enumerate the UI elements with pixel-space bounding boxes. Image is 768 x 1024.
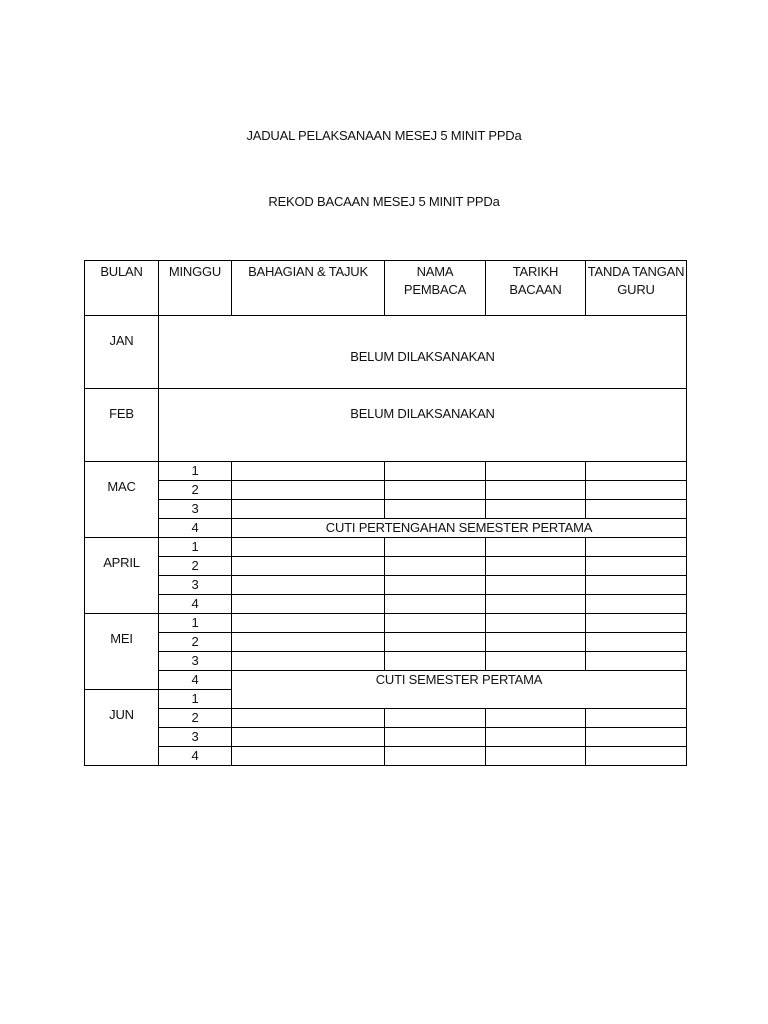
- week-number: 4: [159, 519, 232, 538]
- tarikh-bacaan-cell[interactable]: [486, 652, 586, 671]
- table-row: [85, 462, 687, 481]
- table-row: [85, 709, 687, 728]
- tarikh-bacaan-cell[interactable]: [486, 481, 586, 500]
- nama-pembaca-cell[interactable]: [385, 576, 486, 595]
- table-row: [85, 538, 687, 557]
- tanda-tangan-cell[interactable]: [586, 709, 687, 728]
- tanda-tangan-cell[interactable]: [586, 500, 687, 519]
- header-tarikh-bacaan: TARIKH BACAAN: [486, 261, 586, 316]
- week-number: 3: [159, 728, 232, 747]
- schedule-title: JADUAL PELAKSANAAN MESEJ 5 MINIT PPDa: [246, 128, 522, 143]
- header-minggu: MINGGU: [159, 261, 232, 316]
- tanda-tangan-cell[interactable]: [586, 614, 687, 633]
- tarikh-bacaan-cell[interactable]: [486, 747, 586, 766]
- table-row: [85, 500, 687, 519]
- reading-record-table: [84, 260, 687, 766]
- feb-note: BELUM DILAKSANAKAN: [350, 406, 495, 421]
- bahagian-tajuk-cell[interactable]: [232, 747, 385, 766]
- nama-pembaca-cell[interactable]: [385, 481, 486, 500]
- week-number: 1: [159, 690, 232, 709]
- month-cell-feb: FEB: [85, 389, 159, 462]
- nama-pembaca-cell[interactable]: [385, 614, 486, 633]
- table-row: [85, 519, 687, 538]
- week-number: 2: [159, 557, 232, 576]
- nama-pembaca-cell[interactable]: [385, 633, 486, 652]
- table-row: [85, 671, 687, 690]
- nama-pembaca-cell[interactable]: [385, 747, 486, 766]
- week-number: 2: [159, 709, 232, 728]
- tarikh-bacaan-cell[interactable]: [486, 728, 586, 747]
- week-number: 3: [159, 500, 232, 519]
- tanda-tangan-cell[interactable]: [586, 538, 687, 557]
- tanda-tangan-cell[interactable]: [586, 481, 687, 500]
- tanda-tangan-cell[interactable]: [586, 747, 687, 766]
- bahagian-tajuk-cell[interactable]: [232, 709, 385, 728]
- bahagian-tajuk-cell[interactable]: [232, 728, 385, 747]
- bahagian-tajuk-cell[interactable]: [232, 614, 385, 633]
- tarikh-bacaan-cell[interactable]: [486, 576, 586, 595]
- nama-pembaca-cell[interactable]: [385, 709, 486, 728]
- table-row-feb: [85, 389, 687, 462]
- tanda-tangan-cell[interactable]: [586, 462, 687, 481]
- nama-pembaca-cell[interactable]: [385, 728, 486, 747]
- week-number: 1: [159, 462, 232, 481]
- table-row: [85, 481, 687, 500]
- table-header-row: [85, 261, 687, 316]
- header-bahagian-tajuk: BAHAGIAN & TAJUK: [232, 261, 385, 316]
- tanda-tangan-cell[interactable]: [586, 652, 687, 671]
- tarikh-bacaan-cell[interactable]: [486, 633, 586, 652]
- nama-pembaca-cell[interactable]: [385, 538, 486, 557]
- table-row: [85, 728, 687, 747]
- header-nama-pembaca: NAMA PEMBACA: [385, 261, 486, 316]
- tanda-tangan-cell[interactable]: [586, 633, 687, 652]
- week-number: 4: [159, 747, 232, 766]
- nama-pembaca-cell[interactable]: [385, 557, 486, 576]
- jan-note-cell: [159, 316, 687, 389]
- tarikh-bacaan-cell[interactable]: [486, 595, 586, 614]
- bahagian-tajuk-cell[interactable]: [232, 595, 385, 614]
- nama-pembaca-cell[interactable]: [385, 595, 486, 614]
- header-tanda-tangan-guru: TANDA TANGAN GURU: [586, 261, 687, 316]
- bahagian-tajuk-cell[interactable]: [232, 481, 385, 500]
- week-number: 3: [159, 652, 232, 671]
- table-row: [85, 595, 687, 614]
- month-cell-mac: MAC: [85, 462, 159, 538]
- tarikh-bacaan-cell[interactable]: [486, 709, 586, 728]
- month-cell-jun: JUN: [85, 690, 159, 766]
- table-row: [85, 747, 687, 766]
- table-row: [85, 557, 687, 576]
- table-row: [85, 614, 687, 633]
- week-number: 2: [159, 481, 232, 500]
- tarikh-bacaan-cell[interactable]: [486, 500, 586, 519]
- week-number: 1: [159, 538, 232, 557]
- bahagian-tajuk-cell[interactable]: [232, 462, 385, 481]
- tarikh-bacaan-cell[interactable]: [486, 614, 586, 633]
- nama-pembaca-cell[interactable]: [385, 462, 486, 481]
- tarikh-bacaan-cell[interactable]: [486, 557, 586, 576]
- mei-week4-note: CUTI SEMESTER PERTAMA: [232, 671, 687, 709]
- tanda-tangan-cell[interactable]: [586, 557, 687, 576]
- feb-note-cell: [159, 389, 687, 462]
- mac-week4-note: CUTI PERTENGAHAN SEMESTER PERTAMA: [232, 519, 687, 538]
- tanda-tangan-cell[interactable]: [586, 728, 687, 747]
- week-number: 2: [159, 633, 232, 652]
- nama-pembaca-cell[interactable]: [385, 500, 486, 519]
- record-title: REKOD BACAAN MESEJ 5 MINIT PPDa: [268, 194, 500, 209]
- tanda-tangan-cell[interactable]: [586, 595, 687, 614]
- table-row: [85, 652, 687, 671]
- bahagian-tajuk-cell[interactable]: [232, 538, 385, 557]
- month-cell-jan: JAN: [85, 316, 159, 389]
- bahagian-tajuk-cell[interactable]: [232, 500, 385, 519]
- tanda-tangan-cell[interactable]: [586, 576, 687, 595]
- month-cell-april: APRIL: [85, 538, 159, 614]
- tarikh-bacaan-cell[interactable]: [486, 462, 586, 481]
- table-row: [85, 633, 687, 652]
- nama-pembaca-cell[interactable]: [385, 652, 486, 671]
- week-number: 3: [159, 576, 232, 595]
- header-bulan: BULAN: [85, 261, 159, 316]
- bahagian-tajuk-cell[interactable]: [232, 652, 385, 671]
- week-number: 4: [159, 671, 232, 690]
- table-row: [85, 576, 687, 595]
- week-number: 1: [159, 614, 232, 633]
- week-number: 4: [159, 595, 232, 614]
- bahagian-tajuk-cell[interactable]: [232, 557, 385, 576]
- tarikh-bacaan-cell[interactable]: [486, 538, 586, 557]
- month-cell-mei: MEI: [85, 614, 159, 690]
- table-row-jan: [85, 316, 687, 389]
- bahagian-tajuk-cell[interactable]: [232, 576, 385, 595]
- bahagian-tajuk-cell[interactable]: [232, 633, 385, 652]
- jan-note: BELUM DILAKSANAKAN: [350, 349, 495, 364]
